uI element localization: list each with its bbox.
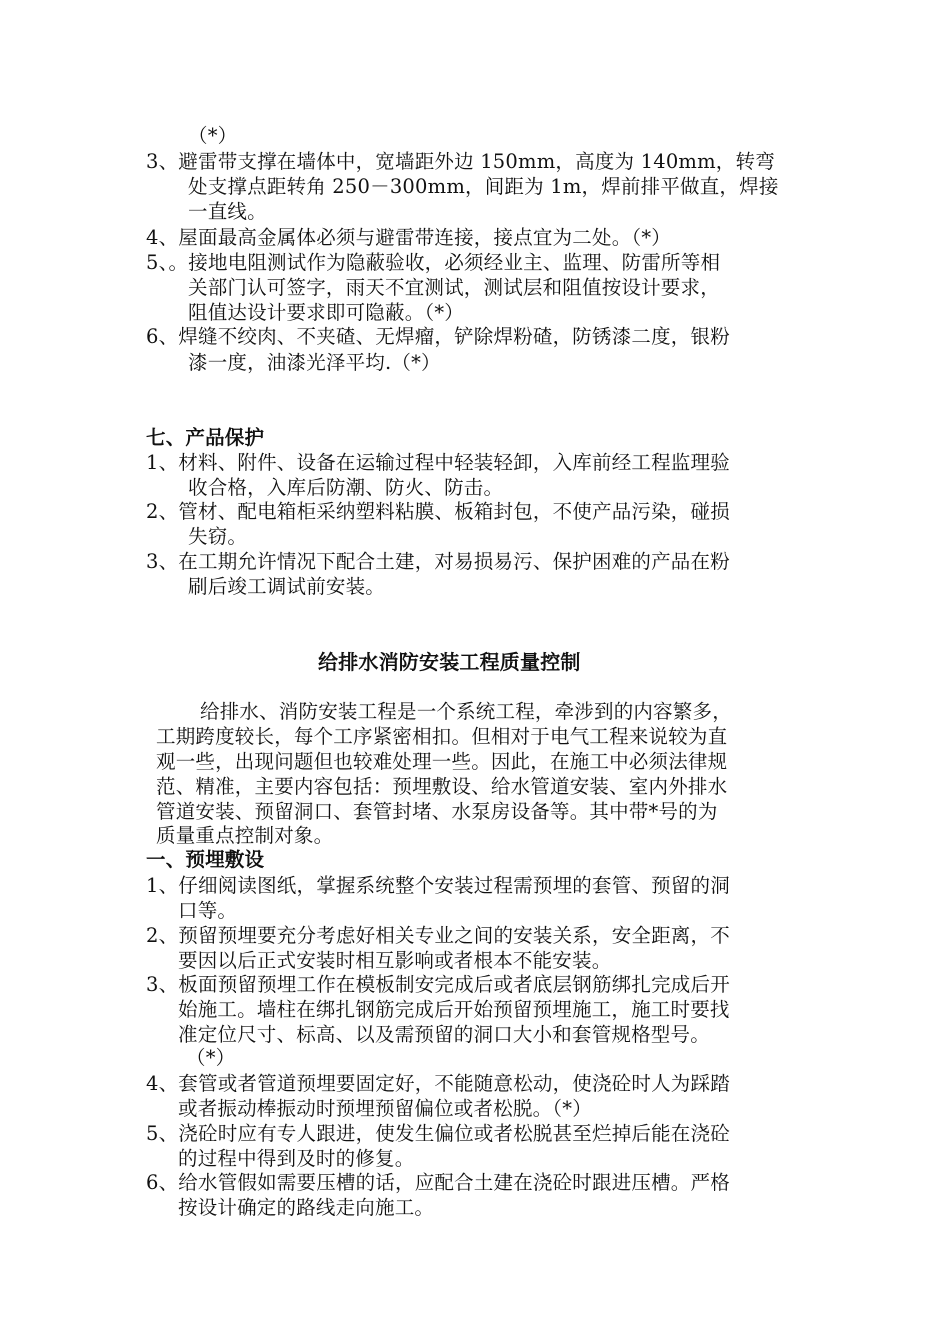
list-item-line: 按设计确定的路线走向施工。	[178, 1196, 435, 1219]
list-item-line: 3、在工期允许情况下配合土建，对易损易污、保护困难的产品在粉	[146, 550, 730, 573]
item-tail-note: （*）	[188, 124, 238, 147]
list-item-line: 1、材料、附件、设备在运输过程中轻装轻卸，入库前经工程监理验	[146, 451, 730, 474]
list-item-line: 漆一度，油漆光泽平均.（*）	[188, 351, 441, 374]
list-item-line: 失窃。	[188, 525, 248, 548]
list-item-line: 5、浇砼时应有专人跟进，使发生偏位或者松脱甚至烂掉后能在浇砼	[146, 1122, 730, 1145]
list-item-line: 的过程中得到及时的修复。	[178, 1147, 415, 1170]
paragraph-line: 观一些，出现问题但也较难处理一些。因此，在施工中必须法律规	[156, 750, 728, 773]
list-item-line: 6、给水管假如需要压槽的话，应配合土建在浇砼时跟进压槽。严格	[146, 1171, 730, 1194]
list-item-line: 收合格，入库后防潮、防火、防击。	[188, 476, 504, 499]
list-item-line: 1、仔细阅读图纸，掌握系统整个安装过程需预埋的套管、预留的洞	[146, 874, 730, 897]
list-item-line: 3、板面预留预埋工作在模板制安完成后或者底层钢筋绑扎完成后开	[146, 973, 730, 996]
list-item-line: 6、焊缝不绞肉、不夹碴、无焊瘤，铲除焊粉碴，防锈漆二度，银粉	[146, 325, 730, 348]
paragraph-line: 范、精准，主要内容包括：预埋敷设、给水管道安装、室内外排水	[156, 775, 728, 798]
list-item-line: 处支撑点距转角 250－300mm，间距为 1m，焊前排平做直，焊接	[188, 175, 779, 198]
list-item-line: 一直线。	[188, 200, 267, 223]
list-item-line: 4、屋面最高金属体必须与避雷带连接，接点宜为二处。（*）	[146, 226, 672, 249]
list-item-line: 刷后竣工调试前安装。	[188, 575, 386, 598]
list-item-line: 关部门认可签字，雨天不宜测试，测试层和阻值按设计要求，	[188, 276, 720, 299]
list-item-line: 5、。接地电阻测试作为隐蔽验收，必须经业主、监理、防雷所等相	[146, 251, 721, 274]
paragraph-line: 管道安装、预留洞口、套管封堵、水泵房设备等。其中带*号的为	[156, 800, 718, 823]
list-item-line: 口等。	[178, 899, 238, 922]
list-item-line: 2、管材、配电箱柜采纳塑料粘膜、板箱封包，不使产品污染，碰损	[146, 500, 730, 523]
list-item-line: 4、套管或者管道预埋要固定好，不能随意松动，使浇砼时人为踩踏	[146, 1072, 730, 1095]
list-item-line: 阻值达设计要求即可隐蔽。（*）	[188, 301, 465, 324]
list-item-line: 要因以后正式安装时相互影响或者根本不能安装。	[178, 949, 612, 972]
list-item-line: 始施工。墙柱在绑扎钢筋完成后开始预留预埋施工，施工时要找	[178, 998, 730, 1021]
page-title: 给排水消防安装工程质量控制	[318, 650, 581, 674]
paragraph-line: 工期跨度较长，每个工序紧密相扣。但相对于电气工程来说较为直	[156, 725, 728, 748]
list-item-line: 准定位尺寸、标高、以及需预留的洞口大小和套管规格型号。	[178, 1023, 710, 1046]
section-heading: 七、产品保护	[146, 426, 265, 449]
list-item-line: 3、避雷带支撑在墙体中，宽墙距外边 150mm，高度为 140mm，转弯	[146, 150, 775, 173]
section-heading: 一、预埋敷设	[146, 848, 265, 871]
list-item-line: 或者振动棒振动时预埋预留偏位或者松脱。（*）	[178, 1097, 592, 1120]
list-item-line: 2、预留预埋要充分考虑好相关专业之间的安装关系，安全距离，不	[146, 924, 730, 947]
list-item-line: （*）	[186, 1046, 236, 1069]
paragraph-line: 给排水、消防安装工程是一个系统工程，牵涉到的内容繁多，	[200, 700, 732, 723]
paragraph-line: 质量重点控制对象。	[156, 824, 334, 847]
